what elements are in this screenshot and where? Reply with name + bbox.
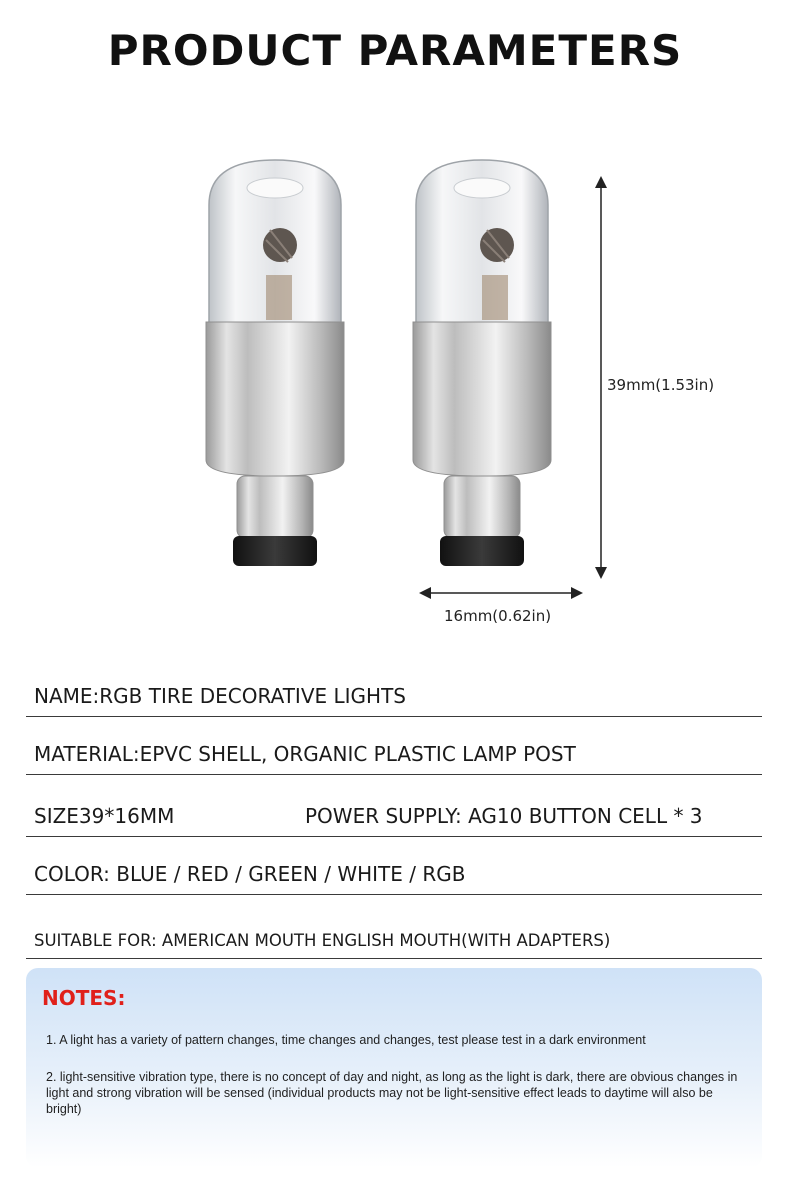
lamp-left [206,160,344,566]
note-item-2: 2. light-sensitive vibration type, there is no concept of day and night, as long as the light is dark, there are obvious changes in light and strong vibration will be sensed (individual products may not be light-sensitive effect leads to daytime will also be bright) [46,1070,738,1116]
page-title: PRODUCT PARAMETERS [107,26,683,75]
spec-color: COLOR: BLUE / RED / GREEN / WHITE / RGB [34,862,466,886]
spec-name: NAME:RGB TIRE DECORATIVE LIGHTS [34,684,406,708]
spec-row-name [26,668,762,717]
spec-material: MATERIAL:EPVC SHELL, ORGANIC PLASTIC LAMP POST [34,742,576,766]
note-item-1: 1. A light has a variety of pattern changes, time changes and changes, test please test in a dark environment [46,1033,646,1047]
notes-title: NOTES: [42,986,126,1010]
spec-power-supply: POWER SUPPLY: AG10 BUTTON CELL * 3 [305,804,703,828]
width-dimension-arrow [419,587,583,599]
spec-row-suitable [26,912,762,959]
spec-row-size-power [26,790,762,837]
width-dimension-label: 16mm(0.62in) [444,607,552,625]
height-dimension-label: 39mm(1.53in) [607,376,715,394]
lamp-right [413,160,551,566]
notes-panel [26,968,762,1168]
spec-row-color [26,844,762,895]
product-image [0,150,790,650]
spec-size: SIZE39*16MM [34,804,175,828]
height-dimension-arrow [595,176,607,579]
spec-row-material [26,724,762,775]
spec-suitable: SUITABLE FOR: AMERICAN MOUTH ENGLISH MOUTH(WITH ADAPTERS) [34,931,611,950]
